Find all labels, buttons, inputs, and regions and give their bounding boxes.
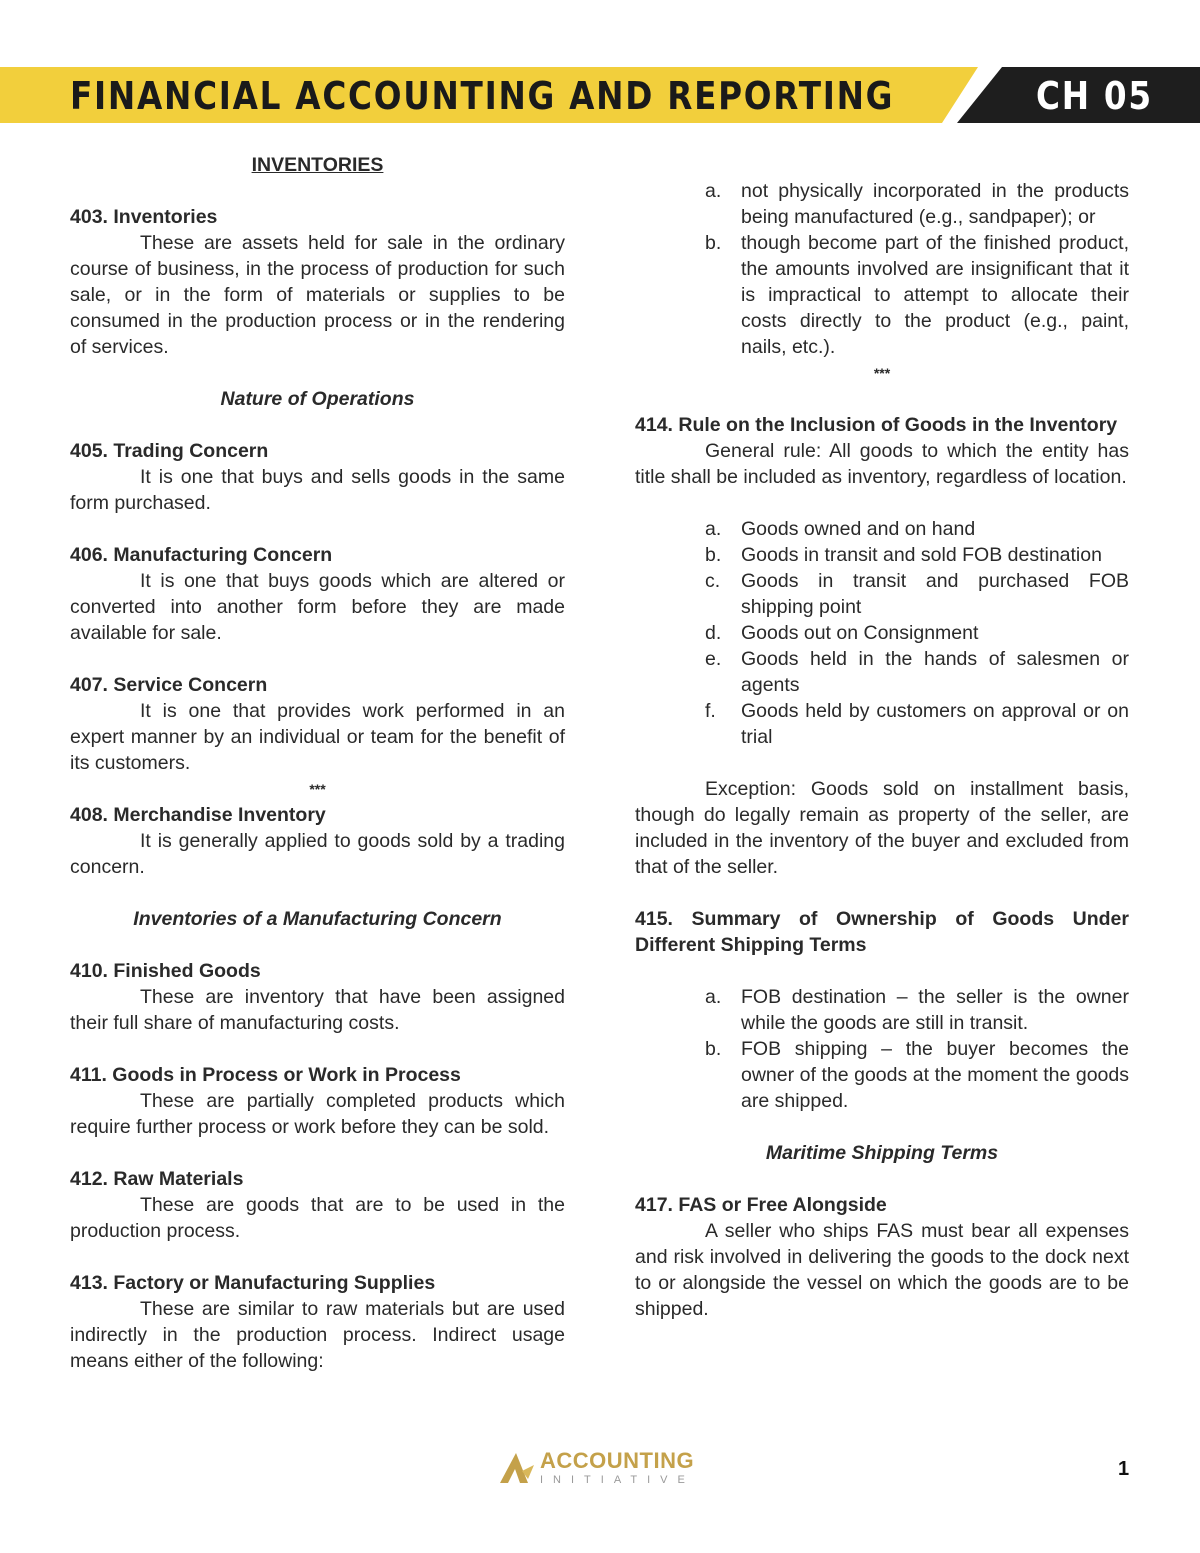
list-marker: f. xyxy=(705,700,716,722)
heading-406: 406. Manufacturing Concern xyxy=(70,544,333,566)
text-411: These are partially completed products which require further process or work before they can be sold. xyxy=(70,1090,565,1138)
list-marker: c. xyxy=(705,570,721,592)
text-406: It is one that buys goods which are altered or converted into another form before they are made available for sale. xyxy=(70,570,565,644)
right-column xyxy=(635,178,1129,1322)
text-413: These are similar to raw materials but are used indirectly in the production process. Indirect usage means either of the following: xyxy=(70,1298,565,1372)
list-item xyxy=(635,178,1129,230)
list-marker: b. xyxy=(705,544,722,566)
list-item-text: FOB destination – the seller is the owner while the goods are still in transit. xyxy=(741,986,1129,1034)
page-number: 1 xyxy=(1118,1458,1130,1480)
heading-411: 411. Goods in Process or Work in Process xyxy=(70,1064,461,1086)
text-410: These are inventory that have been assigned their full share of manufacturing costs. xyxy=(70,986,565,1034)
exception-text: Exception: Goods sold on installment basis, though do legally remain as property of the seller, are included in the inventory of the buyer and excluded from that of the seller. xyxy=(635,778,1129,878)
list-item-text: Goods held in the hands of salesmen or agents xyxy=(741,648,1129,696)
text-407: It is one that provides work performed in an expert manner by an individual or team for the benefit of its customers. xyxy=(70,700,565,774)
logo-wordmark: ACCOUNTING xyxy=(540,1448,695,1473)
heading-414: 414. Rule on the Inclusion of Goods in the Inventory xyxy=(635,414,1118,436)
list-item-text: Goods in transit and sold FOB destination xyxy=(741,544,1102,566)
document-title: FINANCIAL ACCOUNTING AND REPORTING xyxy=(70,74,895,118)
list-item xyxy=(635,230,1129,360)
subtitle-maritime: Maritime Shipping Terms xyxy=(765,1142,999,1164)
heading-405: 405. Trading Concern xyxy=(70,440,269,462)
list-item-text: Goods out on Consignment xyxy=(741,622,979,644)
list-item xyxy=(635,984,1129,1036)
list-marker: d. xyxy=(705,622,722,644)
list-item xyxy=(635,620,1129,646)
section-title: INVENTORIES xyxy=(251,154,384,176)
left-column xyxy=(70,152,565,1374)
text-412: These are goods that are to be used in the production process. xyxy=(70,1194,565,1242)
list-marker: a. xyxy=(705,180,722,202)
subtitle-nature: Nature of Operations xyxy=(220,388,415,410)
list-item-text: though become part of the finished product, the amounts involved are insignificant that it is impractical to attempt to allocate their costs directly to the product (e.g., paint, nails, etc.). xyxy=(741,232,1129,358)
text-408: It is generally applied to goods sold by a trading concern. xyxy=(70,830,565,878)
indirect-usage-list xyxy=(635,178,1129,360)
list-item-text: not physically incorporated in the products being manufactured (e.g., sandpaper); or xyxy=(741,180,1129,228)
separator-stars: *** xyxy=(873,365,891,381)
text-405: It is one that buys and sells goods in the same form purchased. xyxy=(70,466,565,514)
list-item-text: FOB shipping – the buyer becomes the owner of the goods at the moment the goods are shipped. xyxy=(741,1038,1129,1112)
list-item xyxy=(635,698,1129,750)
shipping-terms-list xyxy=(635,984,1129,1114)
heading-417: 417. FAS or Free Alongside xyxy=(635,1194,887,1216)
list-item xyxy=(635,568,1129,620)
text-417: A seller who ships FAS must bear all expenses and risk involved in delivering the goods to the dock next to or alongside the vessel on which the goods are to be shipped. xyxy=(635,1220,1129,1320)
inclusion-list xyxy=(635,516,1129,750)
list-item xyxy=(635,1036,1129,1114)
chapter-label: CH 05 xyxy=(1036,74,1153,118)
list-item-text: Goods owned and on hand xyxy=(741,518,976,540)
list-item xyxy=(635,516,1129,542)
logo-subtitle: INITIATIVE xyxy=(540,1474,695,1486)
list-marker: b. xyxy=(705,232,722,254)
heading-408: 408. Merchandise Inventory xyxy=(70,804,326,826)
list-marker: a. xyxy=(705,986,722,1008)
subtitle-manufacturing: Inventories of a Manufacturing Concern xyxy=(133,908,502,930)
list-marker: a. xyxy=(705,518,722,540)
heading-415: 415. Summary of Ownership of Goods Under Different Shipping Terms xyxy=(635,908,1129,956)
heading-403: 403. Inventories xyxy=(70,206,218,228)
heading-413: 413. Factory or Manufacturing Supplies xyxy=(70,1272,436,1294)
list-item-text: Goods in transit and purchased FOB shipping point xyxy=(741,570,1129,618)
text-403: These are assets held for sale in the ordinary course of business, in the process of production for such sale, or in the form of materials or supplies to be consumed in the production process or in the rendering of services. xyxy=(70,232,565,358)
list-item xyxy=(635,542,1129,568)
text-414: General rule: All goods to which the entity has title shall be included as inventory, regardless of location. xyxy=(635,440,1129,488)
heading-412: 412. Raw Materials xyxy=(70,1168,244,1190)
separator-stars: *** xyxy=(309,781,326,797)
list-item xyxy=(635,646,1129,698)
list-item-text: Goods held by customers on approval or on trial xyxy=(741,700,1129,748)
list-marker: b. xyxy=(705,1038,722,1060)
list-marker: e. xyxy=(705,648,722,670)
heading-410: 410. Finished Goods xyxy=(70,960,261,982)
heading-407: 407. Service Concern xyxy=(70,674,268,696)
